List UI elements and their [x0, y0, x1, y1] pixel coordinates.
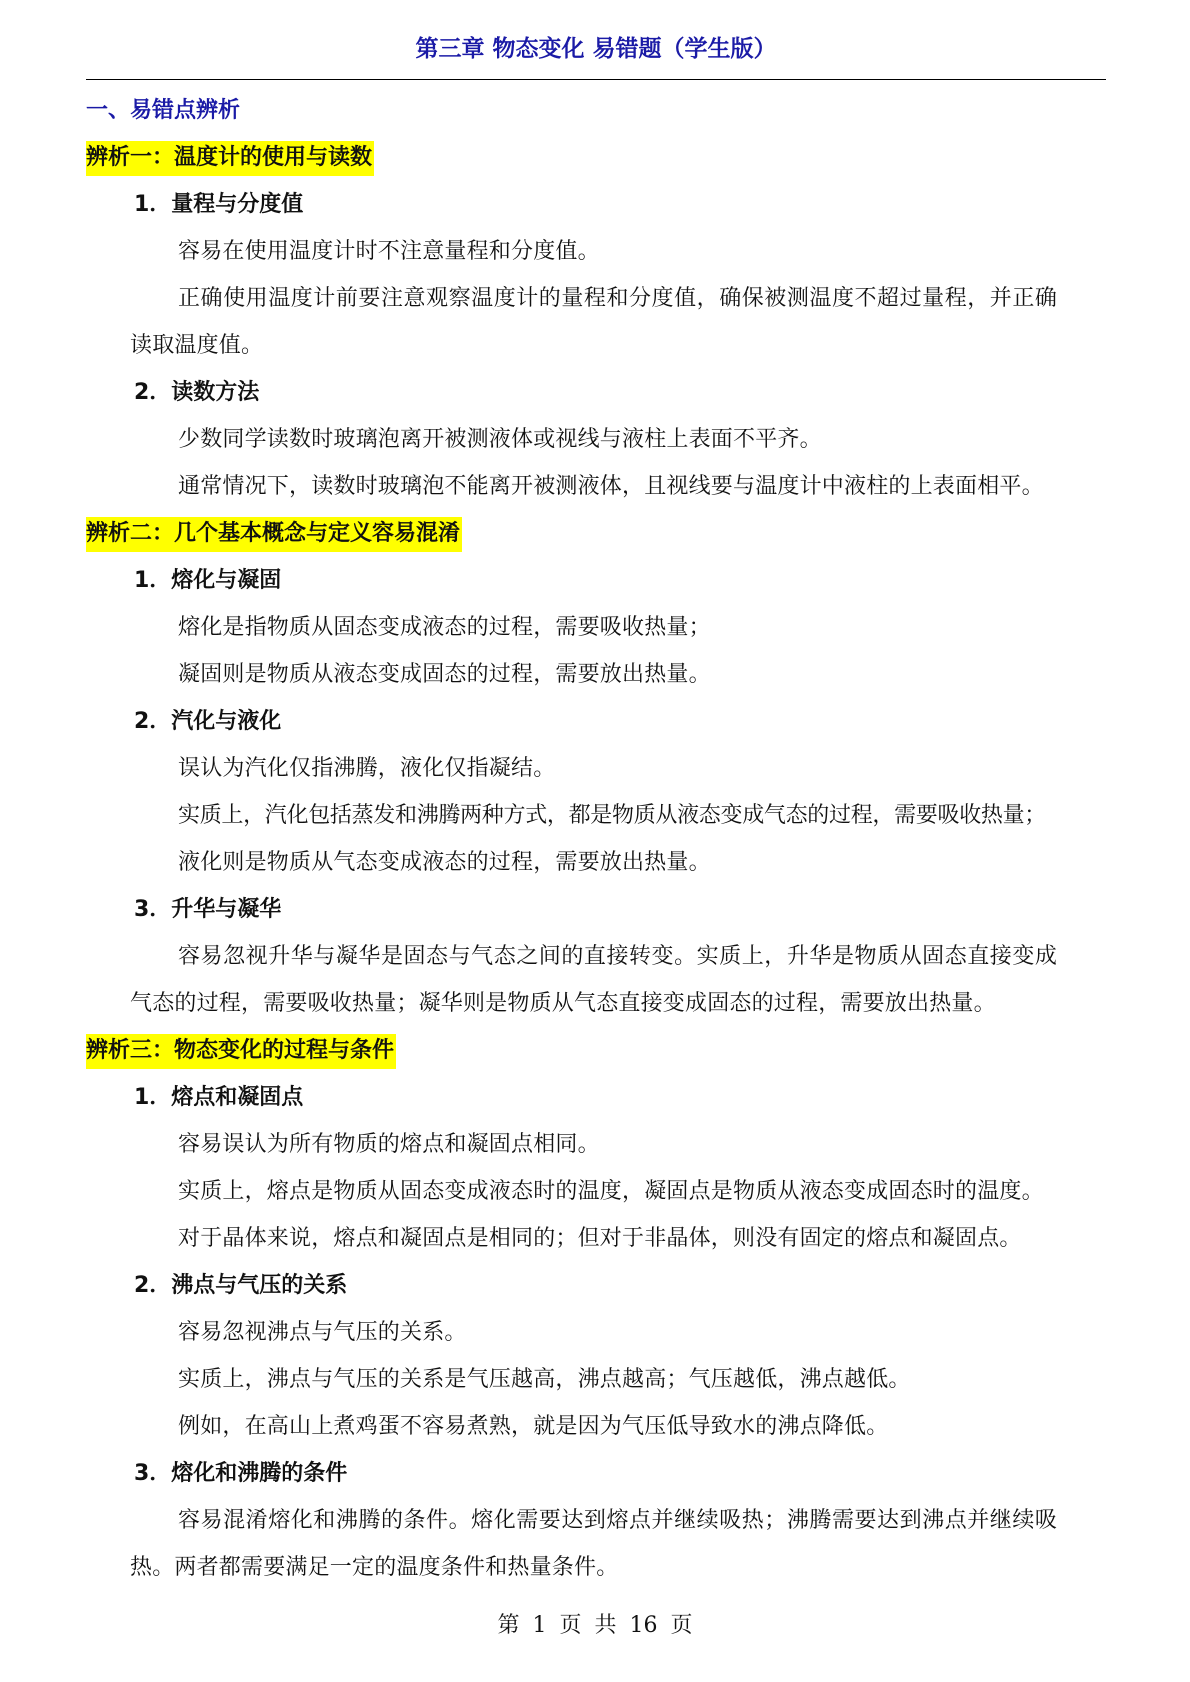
- paragraph-line: 实质上，汽化包括蒸发和沸腾两种方式，都是物质从液态变成气态的过程，需要吸收热量；: [178, 803, 1047, 828]
- highlighted-heading: 辨析一：温度计的使用与读数: [86, 141, 374, 176]
- paragraph-line: 少数同学读数时玻璃泡离开被测液体或视线与液柱上表面不平齐。: [178, 427, 822, 452]
- paragraph-line: 气态的过程，需要吸收热量；凝华则是物质从气态直接变成固态的过程，需要放出热量。: [130, 991, 996, 1016]
- paragraph-line: 例如，在高山上煮鸡蛋不容易煮熟，就是因为气压低导致水的沸点降低。: [178, 1414, 889, 1439]
- page-number: 第 1 页 共 16 页: [497, 1613, 693, 1638]
- paragraph-line: 通常情况下，读数时玻璃泡不能离开被测液体，且视线要与温度计中液柱的上表面相平。: [178, 474, 1044, 499]
- page-title: 第三章 物态变化 易错题（学生版）: [415, 36, 777, 62]
- analysis-heading-1: [86, 134, 1106, 181]
- paragraph-line: 液化则是物质从气态变成液态的过程，需要放出热量。: [178, 850, 711, 875]
- document-body: [86, 87, 1106, 1591]
- paragraph-line: 容易误认为所有物质的熔点和凝固点相同。: [178, 1132, 600, 1157]
- section-heading: 一、易错点辨析: [86, 98, 241, 123]
- item-heading: 1．熔点和凝固点: [134, 1085, 304, 1110]
- item-heading: 2．汽化与液化: [134, 709, 282, 734]
- paragraph-line: 熔化是指物质从固态变成液态的过程，需要吸收热量；: [178, 615, 711, 640]
- item-heading: 2．读数方法: [134, 380, 260, 405]
- item-heading: 3．升华与凝华: [134, 897, 282, 922]
- highlighted-heading: 辨析二：几个基本概念与定义容易混淆: [86, 517, 462, 552]
- paragraph-line: 容易在使用温度计时不注意量程和分度值。: [178, 239, 600, 264]
- paragraph-line: 正确使用温度计前要注意观察温度计的量程和分度值，确保被测温度不超过量程，并正确: [178, 286, 1058, 311]
- paragraph-line: 容易忽视升华与凝华是固态与气态之间的直接转变。实质上，升华是物质从固态直接变成: [178, 944, 1058, 969]
- paragraph-line: 凝固则是物质从液态变成固态的过程，需要放出热量。: [178, 662, 711, 687]
- analysis-heading-3: [86, 1027, 1106, 1074]
- paragraph-line: 对于晶体来说，熔点和凝固点是相同的；但对于非晶体，则没有固定的熔点和凝固点。: [178, 1226, 1022, 1251]
- analysis-heading-2: [86, 510, 1106, 557]
- paragraph-line: 读取温度值。: [130, 333, 264, 358]
- item-heading: 1．熔化与凝固: [134, 568, 282, 593]
- paragraph-line: 热。两者都需要满足一定的温度条件和热量条件。: [130, 1555, 619, 1580]
- item-heading: 2．沸点与气压的关系: [134, 1273, 348, 1298]
- paragraph-line: 容易忽视沸点与气压的关系。: [178, 1320, 467, 1345]
- item-heading: 3．熔化和沸腾的条件: [134, 1461, 348, 1486]
- paragraph-line: 实质上，熔点是物质从固态变成液态时的温度，凝固点是物质从液态变成固态时的温度。: [178, 1179, 1044, 1204]
- paragraph-line: 容易混淆熔化和沸腾的条件。熔化需要达到熔点并继续吸热；沸腾需要达到沸点并继续吸: [178, 1508, 1058, 1533]
- paragraph-line: 实质上，沸点与气压的关系是气压越高，沸点越高；气压越低，沸点越低。: [178, 1367, 911, 1392]
- highlighted-heading: 辨析三：物态变化的过程与条件: [86, 1034, 396, 1069]
- paragraph-line: 误认为汽化仅指沸腾，液化仅指凝结。: [178, 756, 556, 781]
- header-divider: [86, 79, 1106, 80]
- item-heading: 1．量程与分度值: [134, 192, 304, 217]
